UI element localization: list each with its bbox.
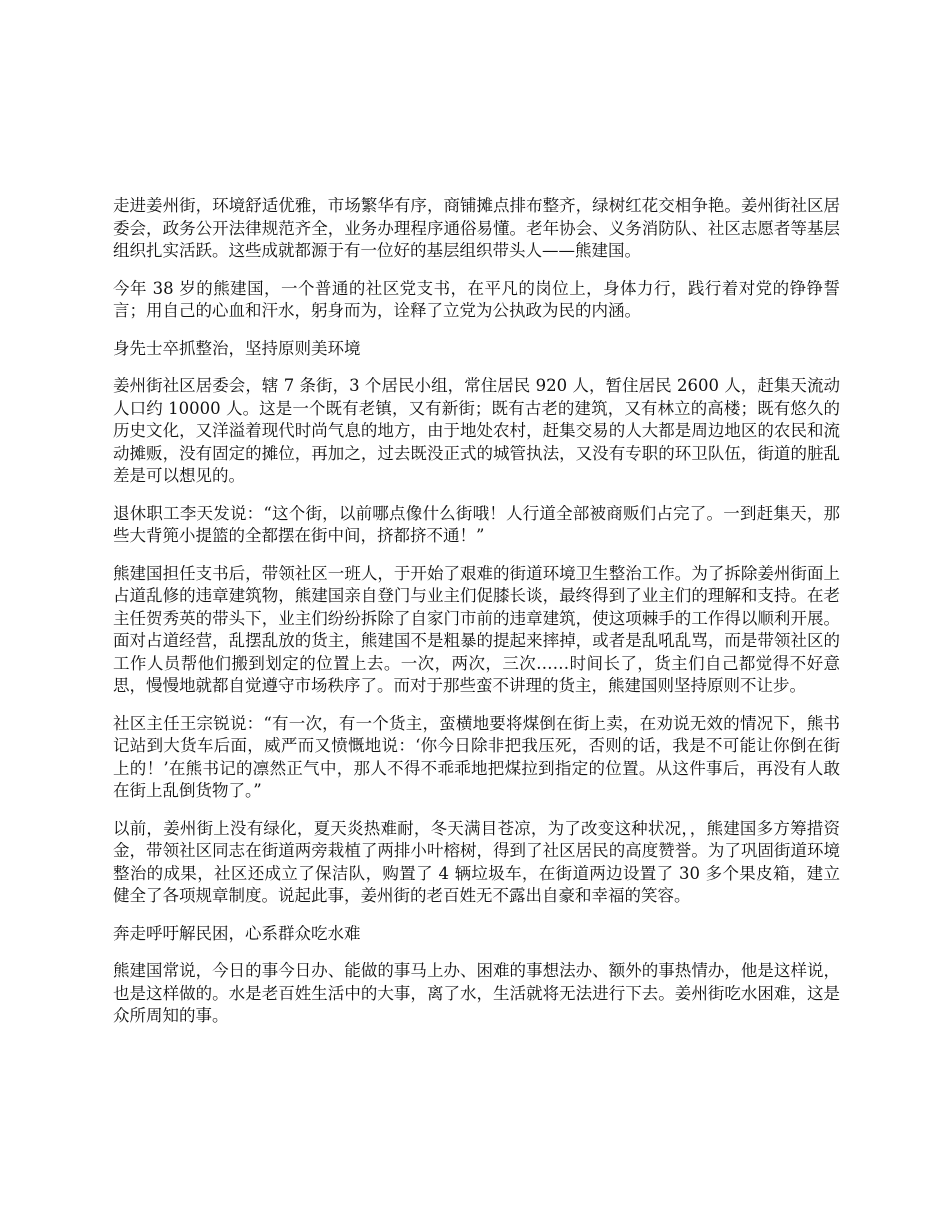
article-body bbox=[113, 195, 840, 1043]
paragraph-rectification: 熊建国担任支书后，带领社区一班人，于开始了艰难的街道环境卫生整治工作。为了拆除姜州街面上占道乱修的违章建筑物，熊建国亲自登门与业主们促膝长谈，最终得到了业主们的理解和支持。在老主任贺秀英的带头下，业主们纷纷拆除了自家门市前的违章建筑，使这项棘手的工作得以顺利开展。面对占道经营，乱摆乱放的货主，熊建国不是粗暴的提起来摔掉，或者是乱吼乱骂，而是带领社区的工作人员帮他们搬到划定的位置上去。一次，两次，三次……时间长了，货主们自己都觉得不好意思，慢慢地就都自觉遵守市场秩序了。而对于那些蛮不讲理的货主，熊建国则坚持原则不让步。 bbox=[113, 563, 840, 695]
paragraph-greening: 以前，姜州街上没有绿化，夏天炎热难耐，冬天满目苍凉，为了改变这种状况，，熊建国多方筹措资金，带领社区同志在街道两旁栽植了两排小叶榕树，得到了社区居民的高度赞誉。为了巩固街道环境整治的成果，社区还成立了保洁队，购置了 4 辆垃圾车，在街道两边设置了 30 多个果皮箱，建立健全了各项规章制度。说起此事，姜州街的老百姓无不露出自豪和幸福的笑容。 bbox=[113, 818, 840, 905]
paragraph-intro: 走进姜州街，环境舒适优雅，市场繁华有序，商铺摊点排布整齐，绿树红花交相争艳。姜州街社区居委会，政务公开法律规范齐全，业务办理程序通俗易懂。老年协会、义务消防队、社区志愿者等基层组织扎实活跃。这些成就都源于有一位好的基层组织带头人——熊建国。 bbox=[113, 196, 840, 260]
paragraph-quote-wang: 社区主任王宗锐说：“有一次，有一个货主，蛮横地要将煤倒在街上卖，在劝说无效的情况下，熊书记站到大货车后面，威严而又愤慨地说：‘你今日除非把我压死，否则的话，我是不可能让你倒在街上的！’在熊书记的凛然正气中，那人不得不乖乖地把煤拉到指定的位置。从这件事后，再没有人敢在街上乱倒货物了。” bbox=[113, 713, 840, 800]
section-heading-water: 奔走呼吁解民困，心系群众吃水难 bbox=[113, 923, 361, 943]
paragraph-water-difficulty: 熊建国常说，今日的事今日办、能做的事马上办、困难的事想法办、额外的事热情办，他是这样说，也是这样做的。水是老百姓生活中的大事，离了水，生活就将无法进行下去。姜州街吃水困难，这是众所周知的事。 bbox=[113, 961, 840, 1025]
section-heading-environment: 身先士卒抓整治，坚持原则美环境 bbox=[113, 338, 361, 358]
paragraph-community-overview: 姜州街社区居委会，辖 7 条街，3 个居民小组，常住居民 920 人，暂住居民 2600 人，赶集天流动人口约 10000 人。这是一个既有老镇，又有新街；既有古老的建筑，又有林立的高楼；既有悠久的历史文化，又洋溢着现代时尚气息的地方，由于地处农村，赶集交易的人大都是周边地区的农民和流动摊贩，没有固定的摊位，再加之，过去既没正式的城管执法，又没有专职的环卫队伍，街道的脏乱差是可以想见的。 bbox=[113, 376, 840, 485]
paragraph-profile: 今年 38 岁的熊建国，一个普通的社区党支书，在平凡的岗位上，身体力行，践行着对党的铮铮誓言；用自己的心血和汗水，躬身而为，诠释了立党为公执政为民的内涵。 bbox=[113, 278, 840, 320]
paragraph-quote-li: 退休职工李天发说：“这个街，以前哪点像什么街哦！人行道全部被商贩们占完了。一到赶集天，那些大背篼小提篮的全都摆在街中间，挤都挤不通！” bbox=[113, 503, 840, 545]
